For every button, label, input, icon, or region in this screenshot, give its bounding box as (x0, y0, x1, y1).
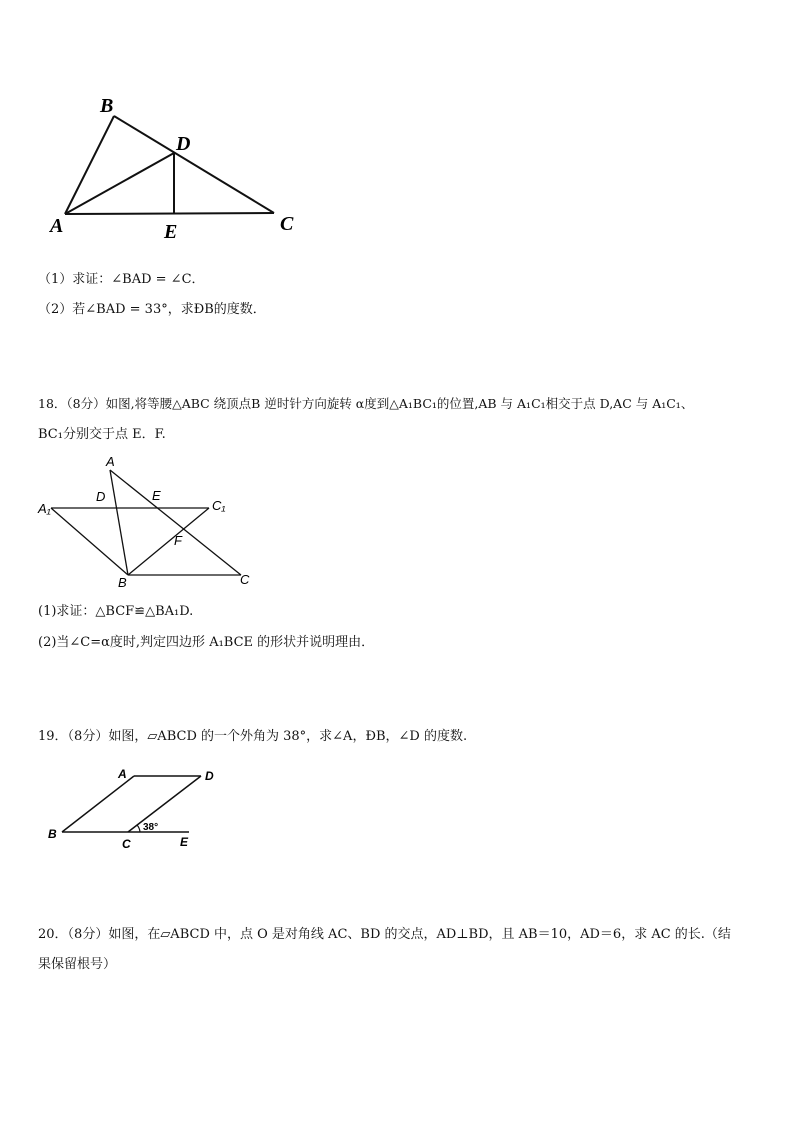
label-c: C (122, 837, 131, 851)
q18-rotation-figure (30, 450, 270, 595)
label-c1: C₁ (212, 498, 226, 513)
q20-stem-line2: 果保留根号） (38, 957, 117, 972)
segment-bc1 (128, 508, 209, 575)
label-c: C (240, 572, 250, 587)
label-a: A (106, 454, 115, 469)
q17-part2: （2）若∠BAD = 33°，求ÐB的度数． (38, 302, 266, 317)
label-e: E (180, 835, 189, 849)
label-b: B (48, 827, 57, 841)
label-d: D (96, 489, 106, 504)
segment-ac (110, 470, 241, 575)
exterior-angle-arc (137, 825, 140, 832)
segment-ac (65, 213, 274, 214)
q19-stem: 19．（8分）如图，▱ABCD 的一个外角为 38°，求∠A，ÐB，∠D 的度数. (38, 729, 468, 744)
q17-triangle-figure (40, 90, 310, 250)
q17-part1: （1）求证：∠BAD = ∠C． (38, 272, 205, 287)
label-a: A (50, 215, 64, 237)
q18-stem-line1: 18．（8分）如图,将等腰△ABC 绕顶点B 逆时针方向旋转 α度到△A₁BC₁的位置,AB 与 A₁C₁相交于点 D,AC 与 A₁C₁、 (38, 396, 694, 411)
q20-stem-line1: 20．（8分）如图，在▱ABCD 中，点 O 是对角线 AC、BD 的交点，AD⊥BD，且 AB＝10，AD＝6，求 AC 的长.（结 (38, 927, 731, 942)
label-b: B (100, 95, 114, 117)
q19-parallelogram-figure (40, 760, 230, 855)
label-f: F (174, 533, 182, 548)
label-e: E (152, 488, 161, 503)
label-d: D (205, 769, 214, 783)
segment-bc (114, 116, 274, 213)
label-d: D (176, 133, 191, 155)
segment-ab (62, 776, 134, 832)
segment-cd (128, 776, 201, 832)
label-e: E (164, 221, 178, 243)
label-angle-38: 38° (143, 822, 159, 833)
label-c: C (280, 213, 294, 235)
segment-ab (110, 470, 128, 575)
label-a: A (118, 767, 127, 781)
q18-part1: (1)求证：△BCF≌△BA₁D. (38, 604, 194, 619)
q18-part2: (2)当∠C=α度时,判定四边形 A₁BCE 的形状并说明理由． (38, 635, 375, 650)
q18-stem-line2: BC₁分别交于点 E．F. (38, 427, 166, 442)
label-a1: A₁ (38, 501, 51, 516)
label-b: B (118, 575, 127, 590)
segment-a1b (51, 508, 128, 575)
